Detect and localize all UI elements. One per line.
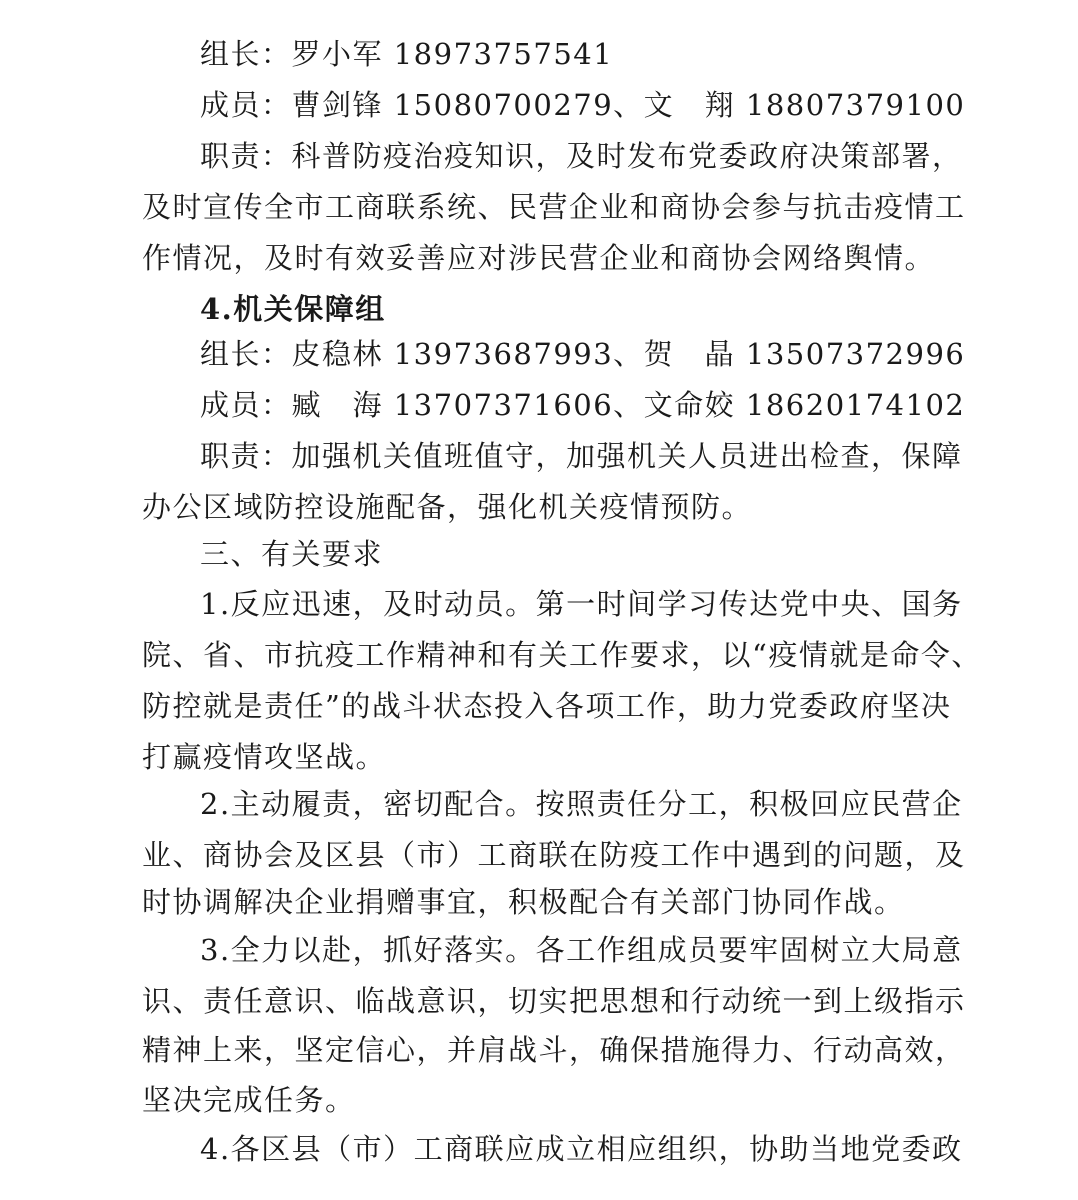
group4-duty-line-2: 办公区域防控设施配备，强化机关疫情预防。 — [142, 490, 753, 524]
requirement-1-line-4: 打赢疫情攻坚战。 — [142, 740, 387, 774]
requirement-2-line-2: 业、商协会及区县（市）工商联在防疫工作中遇到的问题，及 — [142, 838, 966, 872]
requirement-3-line-3: 精神上来，坚定信心，并肩战斗，确保措施得力、行动高效， — [142, 1033, 966, 1067]
requirement-3-line-1: 3.全力以赴，抓好落实。各工作组成员要牢固树立大局意 — [200, 933, 963, 967]
requirement-4-line-1: 4.各区县（市）工商联应成立相应组织，协助当地党委政 — [200, 1132, 963, 1166]
group4-members-line: 成员：臧 海 13707371606、文命姣 18620174102 — [200, 388, 966, 422]
group3-duty-line-3: 作情况，及时有效妥善应对涉民营企业和商协会网络舆情。 — [142, 241, 936, 275]
requirement-3-line-2: 识、责任意识、临战意识，切实把思想和行动统一到上级指示 — [142, 984, 966, 1018]
group3-duty-line-1: 职责：科普防疫治疫知识，及时发布党委政府决策部署， — [200, 139, 963, 173]
requirement-1-line-2: 院、省、市抗疫工作精神和有关工作要求，以“疫情就是命令、 — [142, 638, 982, 672]
requirement-1-line-1: 1.反应迅速，及时动员。第一时间学习传达党中央、国务 — [200, 587, 963, 621]
group3-members-line: 成员：曹剑锋 15080700279、文 翔 18807379100 — [200, 88, 966, 122]
group3-duty-line-2: 及时宣传全市工商联系统、民营企业和商协会参与抗击疫情工 — [142, 190, 966, 224]
requirement-2-line-1: 2.主动履责，密切配合。按照责任分工，积极回应民营企 — [200, 787, 963, 821]
requirement-2-line-3: 时协调解决企业捐赠事宜，积极配合有关部门协同作战。 — [142, 885, 905, 919]
group4-leader-line: 组长：皮稳林 13973687993、贺 晶 13507372996 — [200, 337, 966, 371]
group4-duty-line-1: 职责：加强机关值班值守，加强机关人员进出检查，保障 — [200, 439, 963, 473]
section-3-heading: 三、有关要求 — [200, 537, 384, 571]
group4-heading: 4.机关保障组 — [200, 292, 386, 326]
requirement-3-line-4: 坚决完成任务。 — [142, 1083, 356, 1117]
requirement-1-line-3: 防控就是责任”的战斗状态投入各项工作，助力党委政府坚决 — [142, 689, 952, 723]
group3-leader-line: 组长：罗小军 18973757541 — [200, 37, 614, 71]
